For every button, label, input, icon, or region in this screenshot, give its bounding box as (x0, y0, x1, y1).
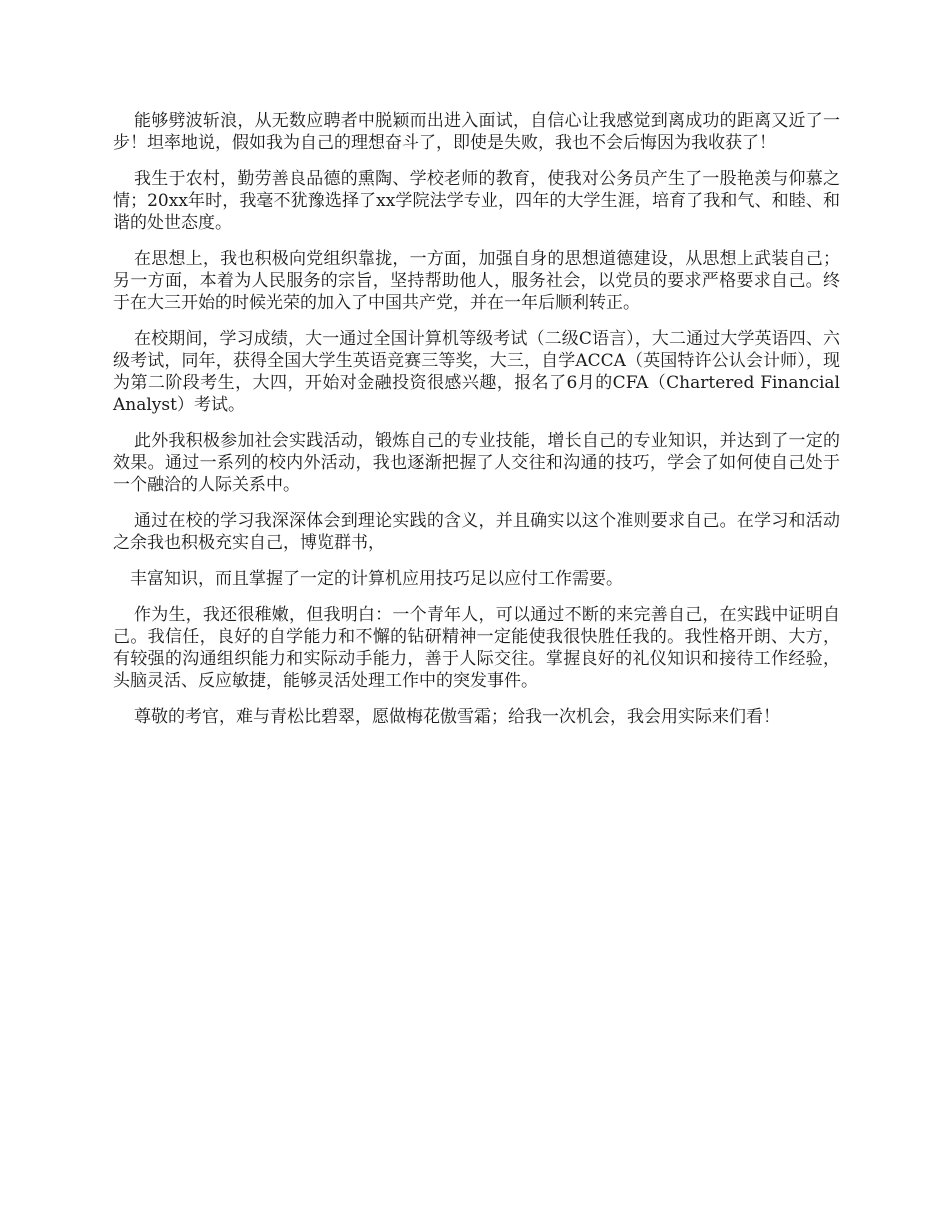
paragraph-6: 通过在校的学习我深深体会到理论实践的含义，并且确实以这个准则要求自己。在学习和活动之余我也积极充实自己，博览群书， (113, 511, 840, 553)
paragraph-8: 作为生，我还很稚嫩，但我明白：一个青年人，可以通过不断的来完善自己，在实践中证明自己。我信任，良好的自学能力和不懈的钻研精神一定能使我很快胜任我的。我性格开朗、大方，有较强的沟通组织能力和实际动手能力，善于人际交往。掌握良好的礼仪知识和接待工作经验，头脑灵活、反应敏捷，能够灵活处理工作中的突发事件。 (113, 605, 840, 691)
paragraph-9: 尊敬的考官，难与青松比碧翠，愿做梅花傲雪霜；给我一次机会，我会用实际来们看！ (134, 707, 780, 727)
paragraph-2: 我生于农村，勤劳善良品德的熏陶、学校老师的教育，使我对公务员产生了一股艳羡与仰慕之情；20xx年时，我毫不犹豫选择了xx学院法学专业，四年的大学生涯，培育了我和气、和睦、和谐的处世态度。 (113, 169, 840, 233)
paragraph-7: 丰富知识，而且掌握了一定的计算机应用技巧足以应付工作需要。 (130, 569, 623, 589)
paragraph-1: 能够劈波斩浪，从无数应聘者中脱颖而出进入面试，自信心让我感觉到离成功的距离又近了一步！坦率地说，假如我为自己的理想奋斗了，即使是失败，我也不会后悔因为我收获了！ (113, 111, 840, 153)
paragraph-3: 在思想上，我也积极向党组织靠拢，一方面，加强自身的思想道德建设，从思想上武装自己；另一方面，本着为人民服务的宗旨，坚持帮助他人，服务社会，以党员的要求严格要求自己。终于在大三开始的时候光荣的加入了中国共产党，并在一年后顺利转正。 (113, 249, 840, 313)
paragraph-4: 在校期间，学习成绩，大一通过全国计算机等级考试（二级C语言），大二通过大学英语四、六级考试，同年，获得全国大学生英语竞赛三等奖，大三，自学ACCA（英国特许公认会计师），现为第二阶段考生，大四，开始对金融投资很感兴趣，报名了6月的CFA（Chartered Financial Analyst）考试。 (113, 329, 840, 415)
paragraph-5: 此外我积极参加社会实践活动，锻炼自己的专业技能，增长自己的专业知识，并达到了一定的效果。通过一系列的校内外活动，我也逐渐把握了人交往和沟通的技巧，学会了如何使自己处于一个融洽的人际关系中。 (113, 431, 840, 495)
document-body (113, 110, 840, 742)
